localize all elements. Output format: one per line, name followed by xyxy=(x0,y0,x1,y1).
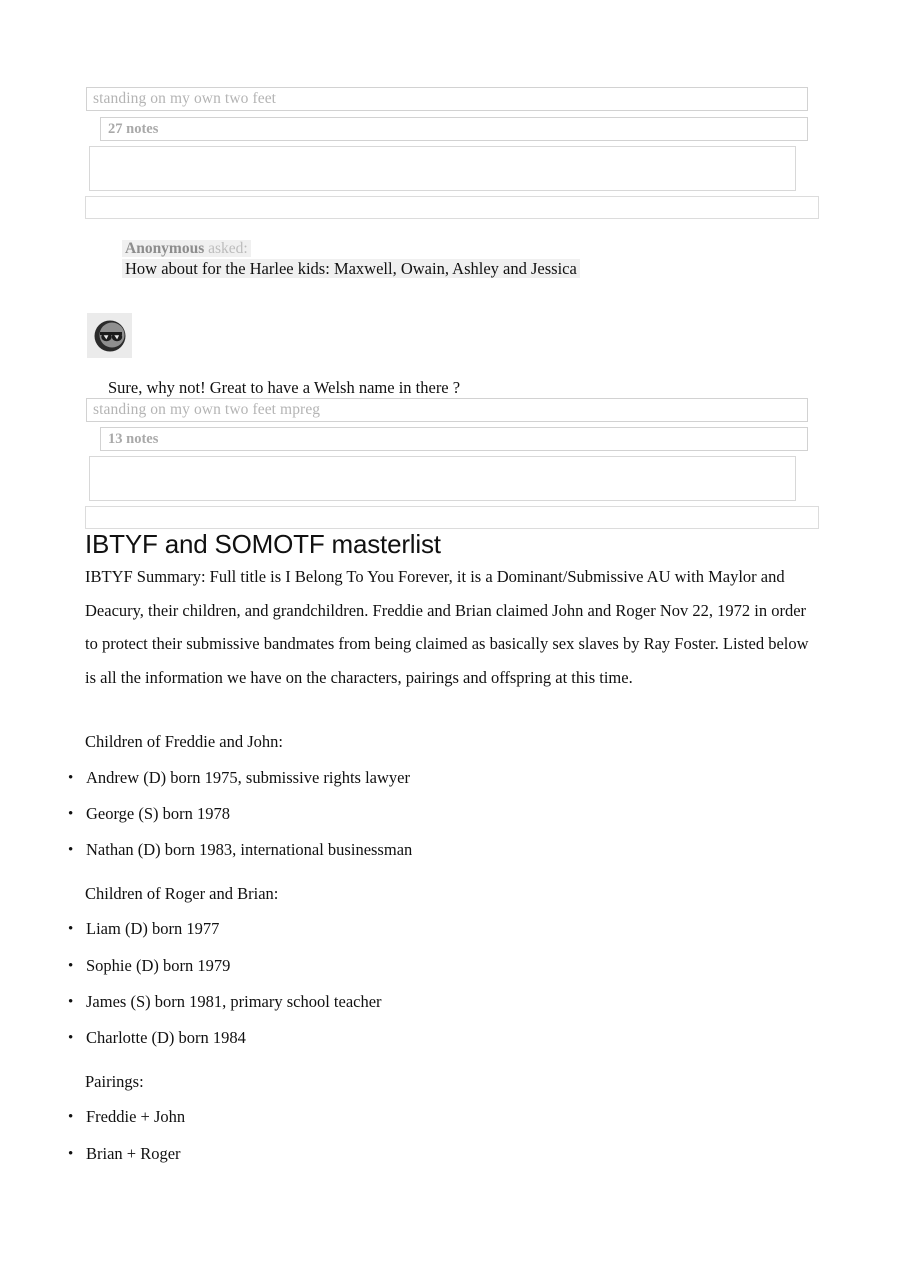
notes-box-1[interactable] xyxy=(100,117,808,141)
list-item-label: George (S) born 1978 xyxy=(86,804,231,823)
avatar[interactable] xyxy=(87,313,132,358)
sunglasses-face-avatar-icon xyxy=(92,318,128,354)
list-item-label: Nathan (D) born 1983, international businessman xyxy=(86,840,413,859)
blog-title-label-1: standing on my own two feet xyxy=(93,90,277,107)
bullet-icon: • xyxy=(68,1146,74,1162)
reply-block xyxy=(108,377,460,399)
post-content-box-1 xyxy=(89,146,796,191)
section-heading-pairings: Pairings: xyxy=(85,1072,144,1091)
ask-header xyxy=(122,239,251,259)
bullet-icon: • xyxy=(68,994,74,1010)
list-item-label: Liam (D) born 1977 xyxy=(86,919,220,938)
bullet-icon: • xyxy=(68,921,74,937)
ask-header-text xyxy=(122,240,251,257)
post-footer-box-2 xyxy=(85,506,819,529)
list-item-label: Freddie + John xyxy=(86,1107,186,1126)
section-heading-children-roger-brian: Children of Roger and Brian: xyxy=(85,884,279,903)
notes-box-2[interactable] xyxy=(100,427,808,451)
asker-name-label: Anonymous xyxy=(125,240,205,257)
blog-title-label-2: standing on my own two feet mpreg xyxy=(93,401,321,418)
article-summary-paragraph: IBTYF Summary: Full title is I Belong To You Forever, it is a Dominant/Submissive AU with Maylor and Deacury, their children, and grandchildren. Freddie and Brian claimed John and Roger Nov 22, 1972 in order to protect their submissive bandmates from being claimed as basically sex slaves by Ray Foster. Listed below is all the information we have on the characters, pairings and offspring at this time. xyxy=(85,567,809,687)
bullet-icon: • xyxy=(68,1030,74,1046)
list-item-label: Andrew (D) born 1975, submissive rights lawyer xyxy=(86,768,410,787)
bullet-icon: • xyxy=(68,958,74,974)
reply-text: Sure, why not! Great to have a Welsh name in there ? xyxy=(108,378,461,397)
post-title-box-2[interactable] xyxy=(86,398,808,422)
list-item-label: James (S) born 1981, primary school teacher xyxy=(86,992,382,1011)
ask-question-text: How about for the Harlee kids: Maxwell, Owain, Ashley and Jessica xyxy=(122,259,580,278)
bullet-icon: • xyxy=(68,842,74,858)
notes-count-label-2: 13 notes xyxy=(108,430,159,447)
bullet-icon: • xyxy=(68,1109,74,1125)
list-item-label: Charlotte (D) born 1984 xyxy=(86,1028,246,1047)
post-footer-box-1 xyxy=(85,196,819,219)
bullet-icon: • xyxy=(68,806,74,822)
page-title: IBTYF and SOMOTF masterlist xyxy=(85,529,441,559)
post-title-box-1[interactable] xyxy=(86,87,808,111)
bullet-icon: • xyxy=(68,770,74,786)
post-content-box-2 xyxy=(89,456,796,501)
list-item-label: Brian + Roger xyxy=(86,1144,181,1163)
list-item-label: Sophie (D) born 1979 xyxy=(86,956,231,975)
notes-count-label-1: 27 notes xyxy=(108,120,159,137)
section-heading-children-freddie-john: Children of Freddie and John: xyxy=(85,732,283,751)
ask-verb-label: asked: xyxy=(208,240,248,257)
ask-question xyxy=(122,258,580,280)
